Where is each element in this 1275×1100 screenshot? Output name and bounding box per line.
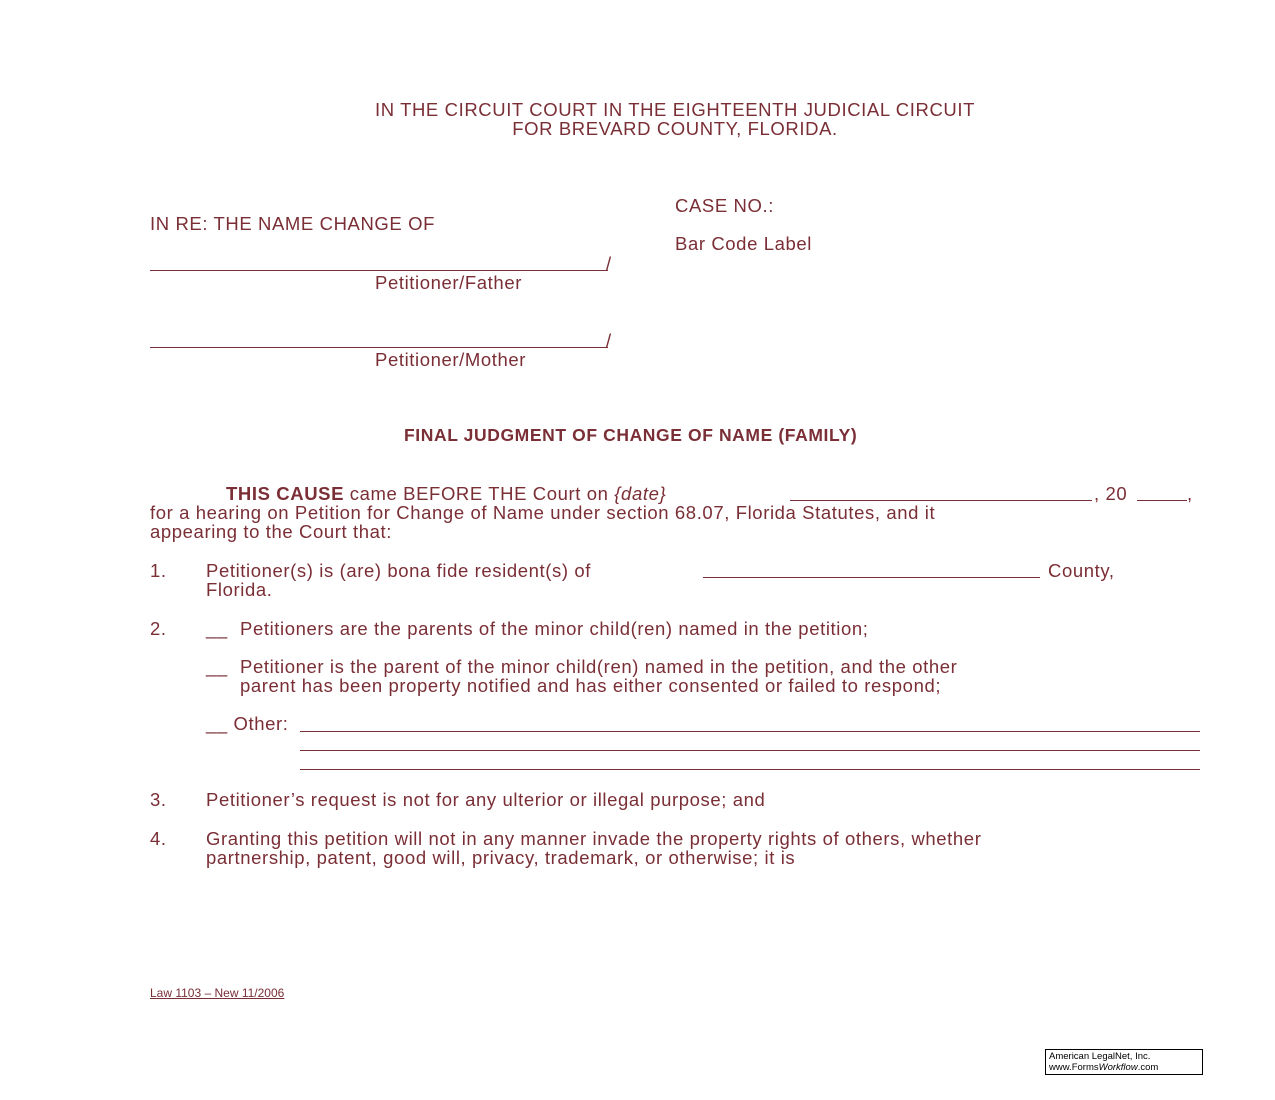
county-label: County, [1048, 560, 1115, 581]
slash: / [606, 253, 612, 274]
court-header-line1: IN THE CIRCUIT COURT IN THE EIGHTEENTH JUDICIAL CIRCUIT [374, 99, 976, 120]
item-number-2: 2. [150, 618, 167, 639]
item-2b-line1: Petitioner is the parent of the minor child(ren) named in the petition, and the other [240, 656, 958, 677]
other-line-3[interactable] [300, 769, 1200, 770]
item-2c-other: __ Other: [206, 713, 289, 734]
item-4-line1: Granting this petition will not in any manner invade the property rights of others, whether [206, 828, 982, 849]
case-no-label: CASE NO.: [675, 195, 774, 216]
bar-code-label: Bar Code Label [675, 233, 812, 254]
petitioner-father-label: Petitioner/Father [375, 272, 522, 293]
date-line[interactable] [790, 500, 1092, 501]
other-line-1[interactable] [300, 731, 1200, 732]
petitioner-mother-line [150, 347, 608, 348]
intro-line1 [226, 484, 666, 503]
florida-label: Florida. [206, 579, 273, 600]
logo-line1: American LegalNet, Inc. [1049, 1051, 1151, 1062]
checkbox-blank-1[interactable]: __ [206, 618, 228, 639]
form-number-footer: Law 1103 – New 11/2006 [150, 986, 285, 1000]
item-number-3: 3. [150, 789, 167, 810]
item-2b-line2: parent has been property notified and has either consented or failed to respond; [240, 675, 942, 696]
intro-line2: for a hearing on Petition for Change of Name under section 68.07, Florida Statutes, and it [150, 502, 936, 523]
american-legalnet-logo [1045, 1049, 1203, 1075]
in-re-label: IN RE: THE NAME CHANGE OF [150, 213, 435, 234]
item-number-1: 1. [150, 560, 167, 581]
intro-line3: appearing to the Court that: [150, 521, 393, 542]
date-placeholder: {date} [614, 483, 667, 504]
logo-line2: www.FormsWorkflow.com [1049, 1062, 1159, 1073]
comma: , [1187, 483, 1193, 504]
item-2a-text: Petitioners are the parents of the minor child(ren) named in the petition; [240, 618, 869, 639]
intro-text: came BEFORE THE Court on [344, 483, 615, 504]
document-title: FINAL JUDGMENT OF CHANGE OF NAME (FAMILY) [404, 425, 858, 445]
item-3-text: Petitioner’s request is not for any ulterior or illegal purpose; and [206, 789, 766, 810]
year-line[interactable] [1137, 500, 1187, 501]
this-cause: THIS CAUSE [226, 483, 345, 504]
item-1-text: Petitioner(s) is (are) bona fide resident(s) of [206, 560, 591, 581]
petitioner-mother-label: Petitioner/Mother [375, 349, 527, 370]
other-line-2[interactable] [300, 750, 1200, 751]
year-prefix: , 20 [1094, 483, 1128, 504]
court-header-line2: FOR BREVARD COUNTY, FLORIDA. [512, 118, 838, 139]
checkbox-blank-2[interactable]: __ [206, 656, 228, 677]
item-4-line2: partnership, patent, good will, privacy, trademark, or otherwise; it is [206, 847, 796, 868]
petitioner-father-line [150, 270, 608, 271]
county-line[interactable] [703, 577, 1040, 578]
slash: / [606, 330, 612, 351]
item-number-4: 4. [150, 828, 167, 849]
